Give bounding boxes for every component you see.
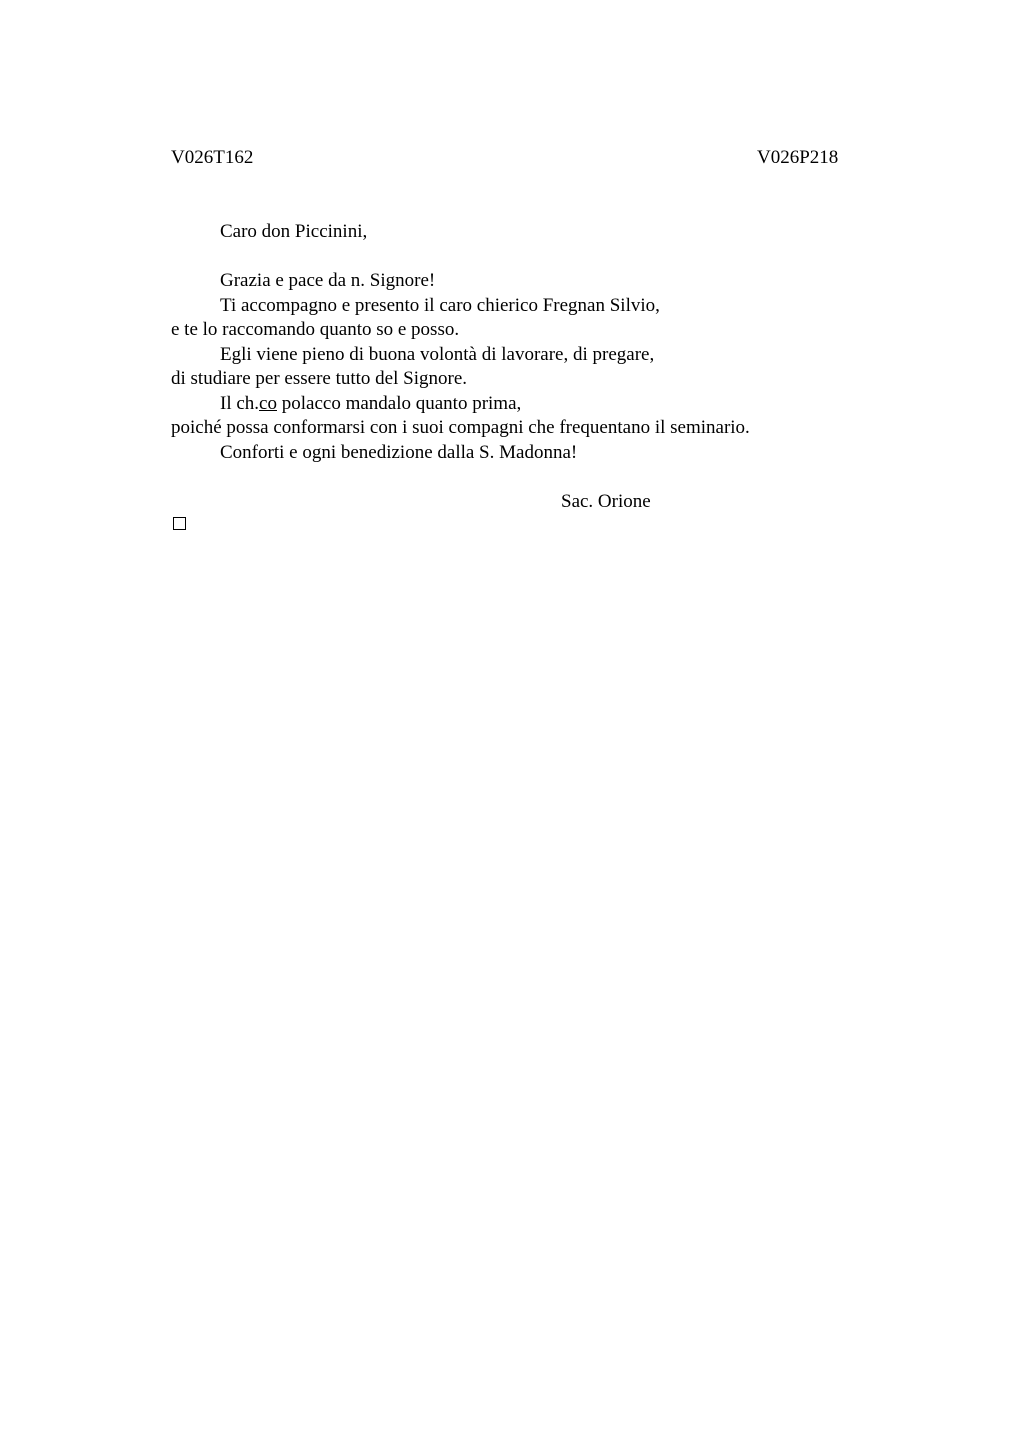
letter-paragraph-3-line-2: poiché possa conformarsi con i suoi compagni che frequentano il seminario. [171,417,750,438]
abbreviation-underlined: co [259,392,277,414]
paragraph-3-line-1-rest: polacco mandalo quanto prima, [276,392,522,414]
letter-paragraph-3-line-1 [171,392,871,417]
document-code-left: V026T162 [171,147,254,168]
letter-greeting: Grazia e pace da n. Signore! [220,270,436,291]
abbreviation-prefix: Il ch. [220,392,260,414]
document-code-right: V026P218 [757,147,839,168]
letter-signature: Sac. Orione [561,490,651,512]
spacer [171,245,871,270]
letter-paragraph-1-line-2: e te lo raccomando quanto so e posso. [171,319,460,340]
letter-body [171,220,871,514]
letter-paragraph-2-line-1: Egli viene pieno di buona volontà di lavorare, di pregare, [220,343,655,365]
letter-paragraph-4-line-1: Conforti e ogni benedizione dalla S. Madonna! [220,441,578,463]
spacer [171,465,871,490]
letter-paragraph-2-line-2: di studiare per essere tutto del Signore. [171,368,468,389]
checkbox-icon [173,517,186,530]
letter-paragraph-1-line-1: Ti accompagno e presento il caro chierico Fregnan Silvio, [220,294,660,316]
letter-salutation: Caro don Piccinini, [220,221,368,242]
